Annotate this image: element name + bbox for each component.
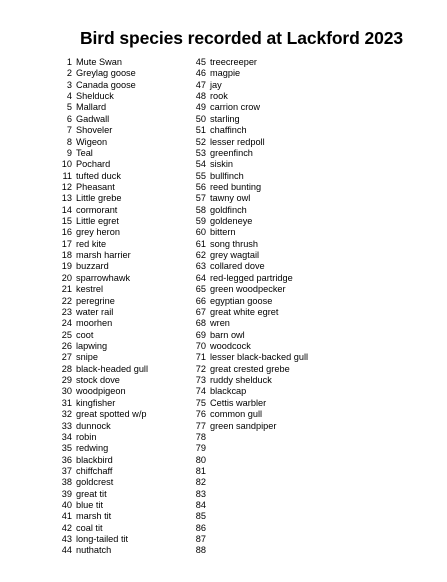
species-number: 17 [61, 238, 72, 249]
list-item [56, 80, 191, 91]
species-name: lesser redpoll [210, 136, 265, 147]
list-item [190, 466, 320, 477]
species-number: 69 [195, 329, 206, 340]
list-item [190, 352, 320, 363]
species-number: 75 [195, 397, 206, 408]
list-item [56, 102, 191, 113]
species-name: blackbird [76, 454, 113, 465]
list-item [190, 307, 320, 318]
list-item [190, 250, 320, 261]
list-item [190, 125, 320, 136]
species-number: 79 [195, 443, 206, 454]
species-name: green woodpecker [210, 284, 286, 295]
species-name: coot [76, 329, 94, 340]
list-item [56, 534, 191, 545]
list-item [190, 114, 320, 125]
species-number: 9 [66, 147, 72, 158]
species-number: 26 [61, 340, 72, 351]
species-number: 34 [61, 431, 72, 442]
species-name: goldeneye [210, 216, 253, 227]
species-name: Teal [76, 147, 93, 158]
species-number: 64 [195, 272, 206, 283]
species-name: marsh tit [76, 511, 112, 522]
species-name: woodcock [210, 340, 251, 351]
species-number: 84 [195, 500, 206, 511]
species-number: 72 [195, 363, 206, 374]
species-number: 47 [195, 79, 206, 90]
species-name: lapwing [76, 340, 108, 351]
list-item [190, 511, 320, 522]
species-number: 31 [61, 397, 72, 408]
page-title: Bird species recorded at Lackford 2023 [80, 28, 404, 48]
species-name: moorhen [76, 318, 113, 329]
species-name: song thrush [210, 238, 259, 249]
species-name: Gadwall [76, 113, 110, 124]
species-number: 86 [195, 522, 206, 533]
species-name: kingfisher [76, 397, 116, 408]
species-name: egyptian goose [210, 295, 273, 306]
species-number: 53 [195, 147, 206, 158]
list-item [56, 284, 191, 295]
species-number: 46 [195, 68, 206, 79]
species-name: red kite [76, 238, 107, 249]
list-item [190, 159, 320, 170]
list-item [56, 57, 191, 68]
list-item [190, 68, 320, 79]
list-item [56, 432, 191, 443]
list-item [56, 523, 191, 534]
species-name: great spotted w/p [76, 409, 147, 420]
species-number: 65 [195, 284, 206, 295]
list-item [190, 318, 320, 329]
list-item [56, 193, 191, 204]
species-name: greenfinch [210, 147, 253, 158]
list-item [190, 137, 320, 148]
list-item [56, 261, 191, 272]
list-item [190, 545, 320, 556]
list-item [190, 523, 320, 534]
species-name: Canada goose [76, 79, 136, 90]
species-name: bittern [210, 227, 236, 238]
species-name: goldcrest [76, 477, 114, 488]
species-number: 87 [195, 534, 206, 545]
list-item [56, 500, 191, 511]
list-item [56, 352, 191, 363]
species-number: 38 [61, 477, 72, 488]
species-number: 61 [195, 238, 206, 249]
list-item [56, 386, 191, 397]
list-item [190, 341, 320, 352]
species-name: buzzard [76, 261, 109, 272]
species-name: bullfinch [210, 170, 244, 181]
species-number: 40 [61, 500, 72, 511]
list-item [56, 148, 191, 159]
species-number: 11 [62, 170, 72, 181]
list-item [56, 477, 191, 488]
list-item [56, 364, 191, 375]
list-item [56, 443, 191, 454]
species-name: Cettis warbler [210, 397, 267, 408]
list-item [56, 159, 191, 170]
species-name: tawny owl [210, 193, 251, 204]
species-name: water rail [76, 306, 114, 317]
list-item [190, 193, 320, 204]
species-number: 71 [195, 352, 206, 363]
species-name: common gull [210, 409, 263, 420]
species-name: chiffchaff [76, 465, 113, 476]
species-name: Shelduck [76, 91, 114, 102]
species-name: stock dove [76, 375, 120, 386]
species-name: magpie [210, 68, 241, 79]
species-number: 60 [195, 227, 206, 238]
species-number: 32 [61, 409, 72, 420]
list-item [190, 421, 320, 432]
species-number: 77 [195, 420, 206, 431]
list-item [56, 330, 191, 341]
species-number: 7 [66, 125, 72, 136]
species-number: 14 [61, 204, 72, 215]
species-name: Mute Swan [76, 57, 122, 67]
species-number: 20 [61, 272, 72, 283]
species-name: sparrowhawk [76, 272, 131, 283]
species-number: 70 [195, 340, 206, 351]
list-item [190, 148, 320, 159]
list-item [190, 171, 320, 182]
species-number: 41 [61, 511, 72, 522]
species-number: 28 [61, 363, 72, 374]
species-number: 88 [195, 545, 206, 556]
list-item [190, 534, 320, 545]
species-name: Greylag goose [76, 68, 136, 79]
list-item [56, 216, 191, 227]
species-number: 3 [66, 79, 72, 90]
species-number: 6 [66, 113, 72, 124]
species-number: 56 [195, 181, 206, 192]
species-name: great white egret [210, 306, 279, 317]
species-name: marsh harrier [76, 250, 131, 261]
species-number: 63 [195, 261, 206, 272]
species-name: barn owl [210, 329, 245, 340]
species-number: 43 [61, 534, 72, 545]
list-item [190, 296, 320, 307]
list-item [56, 68, 191, 79]
species-name: redwing [76, 443, 109, 454]
species-number: 21 [61, 284, 72, 295]
list-item [190, 398, 320, 409]
list-item [190, 80, 320, 91]
species-name: Shoveler [76, 125, 113, 136]
list-item [56, 250, 191, 261]
list-item [56, 398, 191, 409]
species-number: 13 [61, 193, 72, 204]
species-number: 4 [66, 91, 72, 102]
species-number: 85 [195, 511, 206, 522]
species-number: 48 [195, 91, 206, 102]
species-name: ruddy shelduck [210, 375, 272, 386]
species-name: blue tit [76, 500, 104, 511]
species-name: reed bunting [210, 181, 262, 192]
species-name: carrion crow [210, 102, 261, 113]
species-name: chaffinch [210, 125, 247, 136]
list-item [190, 489, 320, 500]
list-item [56, 91, 191, 102]
species-number: 15 [61, 216, 72, 227]
species-number: 36 [61, 454, 72, 465]
list-item [190, 273, 320, 284]
species-name: robin [76, 431, 97, 442]
species-number: 83 [195, 488, 206, 499]
species-name: blackcap [210, 386, 247, 397]
list-item [190, 182, 320, 193]
species-number: 30 [61, 386, 72, 397]
species-number: 35 [61, 443, 72, 454]
species-number: 10 [61, 159, 72, 170]
species-number: 19 [61, 261, 72, 272]
species-number: 66 [195, 295, 206, 306]
species-number: 5 [66, 102, 72, 113]
list-item [190, 261, 320, 272]
list-item [56, 455, 191, 466]
list-item [190, 57, 320, 68]
species-name: peregrine [76, 295, 115, 306]
species-name: nuthatch [76, 545, 112, 556]
species-number: 37 [61, 465, 72, 476]
species-number: 18 [61, 250, 72, 261]
species-name: siskin [210, 159, 233, 170]
list-item [56, 375, 191, 386]
list-item [56, 137, 191, 148]
species-name: cormorant [76, 204, 118, 215]
species-number: 80 [195, 454, 206, 465]
list-item [190, 102, 320, 113]
species-name: Wigeon [76, 136, 108, 147]
species-name: Mallard [76, 102, 107, 113]
species-number: 50 [195, 113, 206, 124]
species-name: rook [210, 91, 228, 102]
species-name: black-headed gull [76, 363, 149, 374]
list-item [190, 205, 320, 216]
list-item [190, 284, 320, 295]
species-number: 24 [61, 318, 72, 329]
list-item [56, 489, 191, 500]
species-name: dunnock [76, 420, 111, 431]
list-item [190, 216, 320, 227]
list-item [190, 375, 320, 386]
species-number: 33 [61, 420, 72, 431]
species-number: 39 [61, 488, 72, 499]
species-number: 42 [61, 522, 72, 533]
species-number: 29 [61, 375, 72, 386]
list-item [56, 545, 191, 556]
species-number: 44 [61, 545, 72, 556]
species-number: 2 [66, 68, 72, 79]
species-number: 49 [195, 102, 206, 113]
species-name: tufted duck [76, 170, 121, 181]
species-number: 76 [195, 409, 206, 420]
species-number: 23 [61, 306, 72, 317]
species-number: 82 [195, 477, 206, 488]
species-number: 45 [195, 57, 206, 67]
list-item [56, 171, 191, 182]
list-item [56, 182, 191, 193]
species-number: 12 [61, 181, 72, 192]
list-item [56, 227, 191, 238]
species-number: 78 [195, 431, 206, 442]
species-name: treecreeper [210, 57, 257, 67]
list-item [56, 205, 191, 216]
list-item [56, 466, 191, 477]
species-name: snipe [76, 352, 98, 363]
species-name: Little egret [76, 216, 119, 227]
species-number: 74 [195, 386, 206, 397]
species-number: 73 [195, 375, 206, 386]
species-number: 22 [61, 295, 72, 306]
list-item [190, 364, 320, 375]
list-item [190, 330, 320, 341]
list-item [190, 443, 320, 454]
list-item [190, 432, 320, 443]
species-number: 67 [195, 306, 206, 317]
species-number: 54 [195, 159, 206, 170]
list-item [190, 477, 320, 488]
species-number: 59 [195, 216, 206, 227]
list-item [56, 307, 191, 318]
species-name: grey wagtail [210, 250, 260, 261]
species-name: green sandpiper [210, 420, 277, 431]
species-number: 8 [66, 136, 72, 147]
list-item [190, 455, 320, 466]
species-name: coal tit [76, 522, 103, 533]
species-number: 27 [61, 352, 72, 363]
species-name: starling [210, 113, 240, 124]
species-name: kestrel [76, 284, 104, 295]
species-number: 57 [195, 193, 206, 204]
species-number: 68 [195, 318, 206, 329]
list-item [190, 91, 320, 102]
list-item [190, 409, 320, 420]
species-name: Pochard [76, 159, 111, 170]
species-number: 58 [195, 204, 206, 215]
species-name: Little grebe [76, 193, 122, 204]
species-number: 25 [61, 329, 72, 340]
species-name: collared dove [210, 261, 265, 272]
species-number: 16 [61, 227, 72, 238]
species-number: 51 [195, 125, 206, 136]
list-item [56, 125, 191, 136]
species-name: great crested grebe [210, 363, 290, 374]
species-name: wren [210, 318, 230, 329]
list-item [56, 511, 191, 522]
species-name: red-legged partridge [210, 272, 293, 283]
list-item [190, 386, 320, 397]
species-number: 52 [195, 136, 206, 147]
species-number: 62 [195, 250, 206, 261]
species-name: goldfinch [210, 204, 247, 215]
species-name: great tit [76, 488, 107, 499]
species-name: jay [210, 79, 222, 90]
list-item [56, 296, 191, 307]
list-item [190, 227, 320, 238]
species-number: 55 [195, 170, 206, 181]
species-name: woodpigeon [76, 386, 126, 397]
species-number: 1 [66, 57, 72, 67]
list-item [56, 409, 191, 420]
species-list-left [56, 57, 191, 557]
species-number: 81 [195, 465, 206, 476]
list-item [56, 114, 191, 125]
list-item [56, 318, 191, 329]
list-item [190, 239, 320, 250]
species-name: long-tailed tit [76, 534, 129, 545]
list-item [56, 273, 191, 284]
list-item [190, 500, 320, 511]
list-item [56, 341, 191, 352]
species-name: lesser black-backed gull [210, 352, 309, 363]
list-item [56, 239, 191, 250]
species-name: Pheasant [76, 181, 115, 192]
list-item [56, 421, 191, 432]
species-list-right [190, 57, 320, 557]
species-name: grey heron [76, 227, 120, 238]
